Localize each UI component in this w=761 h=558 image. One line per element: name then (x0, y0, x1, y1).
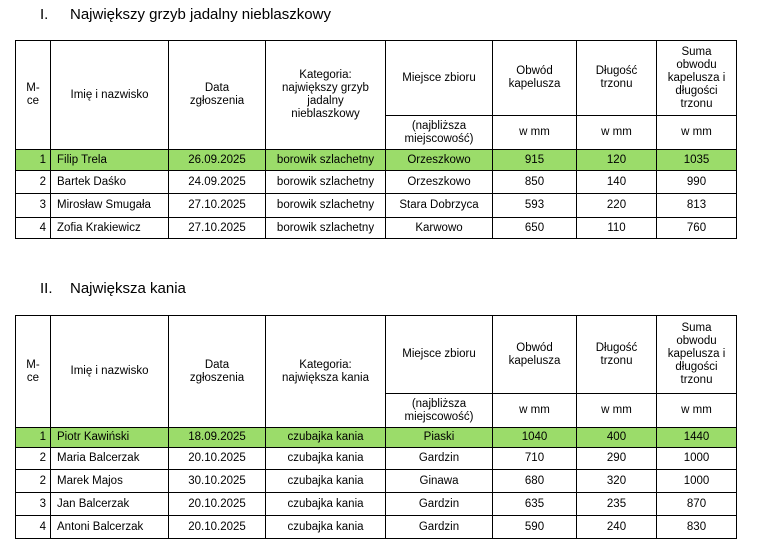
cell-rank: 4 (16, 218, 51, 239)
table-row (16, 493, 737, 516)
cell-place: Karwowo (386, 218, 493, 239)
cell-rank: 4 (16, 516, 51, 539)
cell-date: 24.09.2025 (169, 171, 266, 194)
cell-name: Filip Trela (51, 150, 169, 171)
header-stem-length: Długość trzonu (577, 316, 657, 394)
section-2-number: II. (40, 280, 53, 297)
cell-category: borowik szlachetny (266, 150, 386, 171)
unit-sum: w mm (657, 394, 737, 428)
cell-circumference: 590 (493, 516, 577, 539)
cell-rank: 1 (16, 428, 51, 448)
cell-name: Piotr Kawiński (51, 428, 169, 448)
table-row (16, 218, 737, 239)
cell-circumference: 710 (493, 448, 577, 470)
cell-name: Zofia Krakiewicz (51, 218, 169, 239)
cell-rank: 2 (16, 448, 51, 470)
cell-date: 18.09.2025 (169, 428, 266, 448)
cell-sum: 813 (657, 194, 737, 218)
cell-circumference: 1040 (493, 428, 577, 448)
cell-sum: 1035 (657, 150, 737, 171)
cell-category: borowik szlachetny (266, 218, 386, 239)
cell-date: 20.10.2025 (169, 516, 266, 539)
table-1-header-row (16, 41, 737, 116)
header-place: Miejsce zbioru (386, 316, 493, 394)
cell-sum: 1000 (657, 470, 737, 493)
cell-name: Maria Balcerzak (51, 448, 169, 470)
cell-name: Bartek Daśko (51, 171, 169, 194)
cell-circumference: 650 (493, 218, 577, 239)
cell-rank: 3 (16, 194, 51, 218)
cell-sum: 1000 (657, 448, 737, 470)
unit-stem-length: w mm (577, 116, 657, 150)
section-2-heading: Największa kania (70, 280, 186, 297)
cell-stem-length: 240 (577, 516, 657, 539)
cell-circumference: 680 (493, 470, 577, 493)
header-category: Kategoria: największa kania (266, 316, 386, 428)
cell-place: Gardzin (386, 448, 493, 470)
cell-stem-length: 110 (577, 218, 657, 239)
header-place: Miejsce zbioru (386, 41, 493, 116)
cell-stem-length: 220 (577, 194, 657, 218)
cell-category: borowik szlachetny (266, 171, 386, 194)
header-circumference: Obwód kapelusza (493, 41, 577, 116)
cell-place: Stara Dobrzyca (386, 194, 493, 218)
cell-name: Mirosław Smugała (51, 194, 169, 218)
cell-category: czubajka kania (266, 448, 386, 470)
cell-category: borowik szlachetny (266, 194, 386, 218)
cell-sum: 760 (657, 218, 737, 239)
unit-circumference: w mm (493, 394, 577, 428)
unit-sum: w mm (657, 116, 737, 150)
table-row (16, 516, 737, 539)
cell-category: czubajka kania (266, 470, 386, 493)
table-row (16, 428, 737, 448)
cell-category: czubajka kania (266, 493, 386, 516)
header-category: Kategoria: największy grzyb jadalny nieblaszkowy (266, 41, 386, 150)
cell-stem-length: 290 (577, 448, 657, 470)
cell-place: Orzeszkowo (386, 171, 493, 194)
cell-rank: 3 (16, 493, 51, 516)
header-date: Data zgłoszenia (169, 41, 266, 150)
unit-circumference: w mm (493, 116, 577, 150)
header-name: Imię i nazwisko (51, 316, 169, 428)
cell-rank: 1 (16, 150, 51, 171)
cell-circumference: 593 (493, 194, 577, 218)
cell-date: 26.09.2025 (169, 150, 266, 171)
cell-date: 30.10.2025 (169, 470, 266, 493)
section-1-number: I. (40, 6, 49, 23)
cell-place: Ginawa (386, 470, 493, 493)
cell-place: Gardzin (386, 493, 493, 516)
cell-rank: 2 (16, 470, 51, 493)
cell-stem-length: 120 (577, 150, 657, 171)
header-sum: Suma obwodu kapelusza i długości trzonu (657, 316, 737, 394)
table-2-header-row (16, 316, 737, 394)
cell-date: 27.10.2025 (169, 194, 266, 218)
unit-stem-length: w mm (577, 394, 657, 428)
cell-name: Antoni Balcerzak (51, 516, 169, 539)
header-rank: M-ce (16, 41, 51, 150)
cell-sum: 1440 (657, 428, 737, 448)
header-name: Imię i nazwisko (51, 41, 169, 150)
header-circumference: Obwód kapelusza (493, 316, 577, 394)
table-row (16, 470, 737, 493)
cell-rank: 2 (16, 171, 51, 194)
table-row (16, 171, 737, 194)
header-sum: Suma obwodu kapelusza i długości trzonu (657, 41, 737, 116)
cell-place: Gardzin (386, 516, 493, 539)
cell-date: 20.10.2025 (169, 493, 266, 516)
cell-sum: 990 (657, 171, 737, 194)
cell-place: Orzeszkowo (386, 150, 493, 171)
table-row (16, 150, 737, 171)
header-place-sub: (najbliższa miejscowość) (386, 116, 493, 150)
cell-category: czubajka kania (266, 428, 386, 448)
cell-stem-length: 235 (577, 493, 657, 516)
section-2-title (40, 280, 186, 297)
cell-category: czubajka kania (266, 516, 386, 539)
cell-sum: 830 (657, 516, 737, 539)
cell-circumference: 635 (493, 493, 577, 516)
results-table-1 (15, 40, 737, 239)
table-row (16, 194, 737, 218)
header-place-sub: (najbliższa miejscowość) (386, 394, 493, 428)
cell-date: 20.10.2025 (169, 448, 266, 470)
cell-name: Jan Balcerzak (51, 493, 169, 516)
table-row (16, 448, 737, 470)
cell-circumference: 850 (493, 171, 577, 194)
header-stem-length: Długość trzonu (577, 41, 657, 116)
cell-name: Marek Majos (51, 470, 169, 493)
cell-circumference: 915 (493, 150, 577, 171)
cell-stem-length: 320 (577, 470, 657, 493)
header-rank: M-ce (16, 316, 51, 428)
cell-stem-length: 400 (577, 428, 657, 448)
cell-sum: 870 (657, 493, 737, 516)
section-1-heading: Największy grzyb jadalny nieblaszkowy (70, 6, 331, 23)
cell-date: 27.10.2025 (169, 218, 266, 239)
cell-stem-length: 140 (577, 171, 657, 194)
header-date: Data zgłoszenia (169, 316, 266, 428)
section-1-title (40, 6, 331, 23)
cell-place: Piaski (386, 428, 493, 448)
results-table-2 (15, 315, 737, 539)
